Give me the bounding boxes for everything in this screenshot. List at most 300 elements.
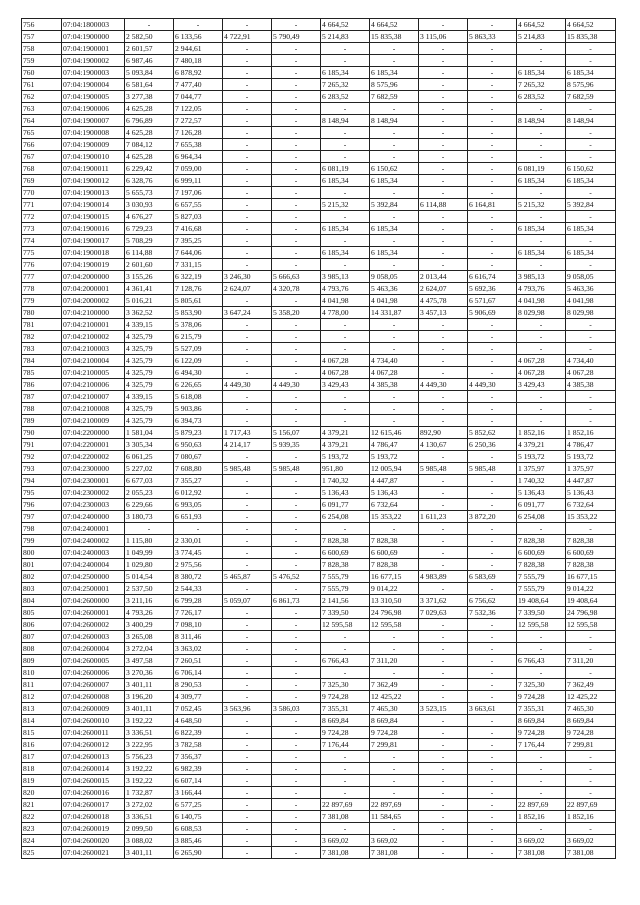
cell-value-7: 7 029,63 <box>419 607 468 619</box>
table-row <box>22 415 616 427</box>
cell-value-8: - <box>468 679 517 691</box>
table-row <box>22 787 616 799</box>
cell-value-5: 5 214,83 <box>321 31 370 43</box>
cell-value-2: 6 982,39 <box>174 763 223 775</box>
cell-value-1: 3 222,95 <box>125 739 174 751</box>
cell-row-number: 818 <box>22 763 62 775</box>
cell-value-1: 1 029,80 <box>125 559 174 571</box>
table-row <box>22 115 616 127</box>
cell-value-5: 22 897,69 <box>321 799 370 811</box>
cell-code: 07:04:1900002 <box>62 55 125 67</box>
cell-value-10: - <box>566 391 616 403</box>
cell-code: 07:04:2200002 <box>62 451 125 463</box>
cell-value-9: 4 067,28 <box>517 355 566 367</box>
cell-row-number: 801 <box>22 559 62 571</box>
cell-code: 07:04:2600001 <box>62 607 125 619</box>
cell-value-4: - <box>272 475 321 487</box>
cell-value-1: 6 229,42 <box>125 163 174 175</box>
cell-value-7: 892,90 <box>419 427 468 439</box>
cell-value-2: 6 878,92 <box>174 67 223 79</box>
cell-value-6: 5 392,84 <box>370 199 419 211</box>
cell-code: 07:04:2600011 <box>62 727 125 739</box>
table-row <box>22 307 616 319</box>
cell-value-9: - <box>517 43 566 55</box>
cell-value-3: 3 246,30 <box>223 271 272 283</box>
cell-value-3: - <box>223 763 272 775</box>
cell-value-5: - <box>321 151 370 163</box>
cell-value-7: - <box>419 547 468 559</box>
cell-value-8: - <box>468 835 517 847</box>
cell-value-6: 8 575,96 <box>370 79 419 91</box>
cell-value-6: - <box>370 55 419 67</box>
table-row <box>22 547 616 559</box>
cell-value-2: 3 363,02 <box>174 643 223 655</box>
cell-value-6: 16 677,15 <box>370 571 419 583</box>
cell-value-8: - <box>468 259 517 271</box>
cell-value-1: 4 625,28 <box>125 127 174 139</box>
cell-value-3: - <box>223 367 272 379</box>
cell-code: 07:04:2600013 <box>62 751 125 763</box>
table-row <box>22 535 616 547</box>
cell-value-2: 7 059,00 <box>174 163 223 175</box>
cell-value-8: - <box>468 619 517 631</box>
cell-row-number: 794 <box>22 475 62 487</box>
cell-value-1: 5 655,73 <box>125 187 174 199</box>
cell-value-9: - <box>517 103 566 115</box>
cell-value-4: 5 666,63 <box>272 271 321 283</box>
cell-value-7: 3 523,15 <box>419 703 468 715</box>
cell-value-10: 8 029,98 <box>566 307 616 319</box>
cell-value-1: 2 055,23 <box>125 487 174 499</box>
cell-value-1: 2 582,50 <box>125 31 174 43</box>
cell-value-4: - <box>272 451 321 463</box>
cell-value-3: - <box>223 175 272 187</box>
table-row <box>22 703 616 715</box>
cell-value-10: - <box>566 751 616 763</box>
cell-value-4: - <box>272 775 321 787</box>
table-row <box>22 31 616 43</box>
cell-value-7: 3 371,62 <box>419 595 468 607</box>
cell-value-6: - <box>370 631 419 643</box>
cell-value-8: 6 250,36 <box>468 439 517 451</box>
cell-code: 07:04:2100000 <box>62 307 125 319</box>
cell-value-6: - <box>370 643 419 655</box>
cell-code: 07:04:2600004 <box>62 643 125 655</box>
cell-value-7: - <box>419 91 468 103</box>
cell-value-3: - <box>223 583 272 595</box>
table-row <box>22 775 616 787</box>
cell-value-4: 5 985,48 <box>272 463 321 475</box>
cell-value-3: - <box>223 403 272 415</box>
cell-row-number: 766 <box>22 139 62 151</box>
cell-value-6: 5 193,72 <box>370 451 419 463</box>
cell-value-4: - <box>272 739 321 751</box>
cell-value-5: 2 141,56 <box>321 595 370 607</box>
table-row <box>22 763 616 775</box>
cell-value-8: - <box>468 127 517 139</box>
cell-value-7: - <box>419 259 468 271</box>
cell-value-3: 3 563,96 <box>223 703 272 715</box>
cell-value-6: - <box>370 319 419 331</box>
cell-value-3: - <box>223 331 272 343</box>
cell-value-4: - <box>272 175 321 187</box>
cell-row-number: 758 <box>22 43 62 55</box>
cell-value-2: 7 128,76 <box>174 283 223 295</box>
cell-value-7: - <box>419 103 468 115</box>
table-row <box>22 643 616 655</box>
cell-value-8: - <box>468 763 517 775</box>
cell-value-6: - <box>370 787 419 799</box>
cell-value-6: - <box>370 103 419 115</box>
cell-value-6: 4 041,98 <box>370 295 419 307</box>
table-body <box>22 19 616 859</box>
cell-value-1: 3 265,08 <box>125 631 174 643</box>
cell-value-9: - <box>517 211 566 223</box>
cell-value-7: - <box>419 499 468 511</box>
cell-value-6: 7 299,81 <box>370 739 419 751</box>
cell-value-2: 6 226,65 <box>174 379 223 391</box>
cell-row-number: 777 <box>22 271 62 283</box>
cell-value-10: 1 852,16 <box>566 427 616 439</box>
cell-value-7: 4 475,78 <box>419 295 468 307</box>
cell-value-10: 9 058,05 <box>566 271 616 283</box>
cell-value-9: 7 828,38 <box>517 535 566 547</box>
cell-value-1: 5 756,23 <box>125 751 174 763</box>
cell-value-8: - <box>468 727 517 739</box>
cell-value-7: - <box>419 451 468 463</box>
cell-value-8: 7 532,36 <box>468 607 517 619</box>
cell-code: 07:04:1800003 <box>62 19 125 31</box>
cell-code: 07:04:1900012 <box>62 175 125 187</box>
cell-value-9: - <box>517 787 566 799</box>
cell-value-1: 6 114,88 <box>125 247 174 259</box>
cell-value-1: 7 084,12 <box>125 139 174 151</box>
cell-value-9: 6 766,43 <box>517 655 566 667</box>
cell-value-2: 5 853,90 <box>174 307 223 319</box>
cell-code: 07:04:2600018 <box>62 811 125 823</box>
cell-value-10: - <box>566 319 616 331</box>
cell-value-1: 3 401,11 <box>125 847 174 859</box>
cell-value-8: 6 616,74 <box>468 271 517 283</box>
cell-value-1: 4 625,28 <box>125 103 174 115</box>
cell-value-10: 8 148,94 <box>566 115 616 127</box>
table-row <box>22 91 616 103</box>
cell-value-8: - <box>468 139 517 151</box>
cell-value-10: 12 425,22 <box>566 691 616 703</box>
cell-value-10: - <box>566 55 616 67</box>
cell-value-9: 7 381,08 <box>517 847 566 859</box>
cell-code: 07:04:2600021 <box>62 847 125 859</box>
cell-row-number: 824 <box>22 835 62 847</box>
cell-value-7: - <box>419 823 468 835</box>
cell-row-number: 800 <box>22 547 62 559</box>
cell-value-7: 5 985,48 <box>419 463 468 475</box>
cell-value-7: 3 457,13 <box>419 307 468 319</box>
cell-value-1: 3 155,26 <box>125 271 174 283</box>
cell-value-9: - <box>517 331 566 343</box>
cell-value-6: 11 584,65 <box>370 811 419 823</box>
cell-value-5: 4 067,28 <box>321 367 370 379</box>
cell-value-3: - <box>223 727 272 739</box>
cell-value-7: - <box>419 151 468 163</box>
cell-value-2: 7 644,06 <box>174 247 223 259</box>
cell-value-1: 1 581,04 <box>125 427 174 439</box>
cell-value-2: 5 879,23 <box>174 427 223 439</box>
cell-value-9: 6 185,34 <box>517 175 566 187</box>
cell-value-7: 2 013,44 <box>419 271 468 283</box>
cell-value-7: - <box>419 415 468 427</box>
table-row <box>22 655 616 667</box>
cell-value-9: 7 339,50 <box>517 607 566 619</box>
cell-value-4: - <box>272 583 321 595</box>
cell-value-2: 5 618,08 <box>174 391 223 403</box>
cell-value-2: 6 999,11 <box>174 175 223 187</box>
cell-value-5: 6 185,34 <box>321 67 370 79</box>
cell-value-5: 9 724,28 <box>321 727 370 739</box>
cell-value-4: 5 358,20 <box>272 307 321 319</box>
cell-value-8: - <box>468 79 517 91</box>
cell-value-4: - <box>272 511 321 523</box>
cell-row-number: 769 <box>22 175 62 187</box>
cell-value-5: 8 148,94 <box>321 115 370 127</box>
cell-value-8: 5 906,69 <box>468 307 517 319</box>
cell-code: 07:04:1900015 <box>62 211 125 223</box>
cell-value-6: 8 669,84 <box>370 715 419 727</box>
cell-value-6: - <box>370 415 419 427</box>
cell-row-number: 774 <box>22 235 62 247</box>
cell-value-8: - <box>468 355 517 367</box>
cell-value-7: - <box>419 403 468 415</box>
cell-value-2: 2 544,33 <box>174 583 223 595</box>
cell-value-1: 3 400,29 <box>125 619 174 631</box>
table-row <box>22 475 616 487</box>
cell-code: 07:04:1900000 <box>62 31 125 43</box>
cell-value-1: 6 328,76 <box>125 175 174 187</box>
cell-value-7: - <box>419 79 468 91</box>
cell-code: 07:04:2300001 <box>62 475 125 487</box>
cell-value-5: 6 081,19 <box>321 163 370 175</box>
cell-value-2: 7 126,28 <box>174 127 223 139</box>
cell-code: 07:04:1900004 <box>62 79 125 91</box>
cell-value-9: - <box>517 139 566 151</box>
cell-value-8: - <box>468 67 517 79</box>
cell-value-8: - <box>468 187 517 199</box>
cell-value-1: 6 987,46 <box>125 55 174 67</box>
cell-value-5: 7 381,08 <box>321 811 370 823</box>
cell-value-2: 4 309,77 <box>174 691 223 703</box>
cell-value-4: - <box>272 763 321 775</box>
cell-value-1: 4 325,79 <box>125 367 174 379</box>
cell-value-8: 6 571,67 <box>468 295 517 307</box>
cell-row-number: 781 <box>22 319 62 331</box>
cell-value-8: - <box>468 43 517 55</box>
cell-value-5: 7 828,38 <box>321 535 370 547</box>
cell-value-3: - <box>223 67 272 79</box>
cell-value-4: 5 939,35 <box>272 439 321 451</box>
cell-value-6: 12 595,58 <box>370 619 419 631</box>
cell-value-4: - <box>272 787 321 799</box>
cell-value-7: - <box>419 127 468 139</box>
cell-value-10: 16 677,15 <box>566 571 616 583</box>
cell-value-6: 5 463,36 <box>370 283 419 295</box>
cell-value-9: 3 669,02 <box>517 835 566 847</box>
cell-value-7: - <box>419 631 468 643</box>
cell-row-number: 797 <box>22 511 62 523</box>
table-row <box>22 379 616 391</box>
cell-value-3: - <box>223 811 272 823</box>
cell-value-8: - <box>468 391 517 403</box>
cell-value-9: 7 176,44 <box>517 739 566 751</box>
table-row <box>22 55 616 67</box>
cell-value-3: - <box>223 679 272 691</box>
cell-value-6: 6 732,64 <box>370 499 419 511</box>
cell-value-1: 4 361,41 <box>125 283 174 295</box>
cell-value-1: 3 196,20 <box>125 691 174 703</box>
cell-value-1: 3 401,11 <box>125 679 174 691</box>
cell-value-9: - <box>517 127 566 139</box>
cell-value-5: 3 429,43 <box>321 379 370 391</box>
cell-code: 07:04:2100003 <box>62 343 125 355</box>
cell-value-6: 7 311,20 <box>370 655 419 667</box>
cell-value-2: 6 657,55 <box>174 199 223 211</box>
cell-value-9: 5 214,83 <box>517 31 566 43</box>
cell-value-1: 5 016,21 <box>125 295 174 307</box>
cell-value-5: 3 985,13 <box>321 271 370 283</box>
cell-value-8: 3 872,20 <box>468 511 517 523</box>
cell-value-6: - <box>370 775 419 787</box>
cell-value-9: - <box>517 343 566 355</box>
cell-value-4: - <box>272 403 321 415</box>
cell-value-5: 6 600,69 <box>321 547 370 559</box>
cell-value-7: - <box>419 787 468 799</box>
cell-value-2: 2 330,01 <box>174 535 223 547</box>
cell-value-10: 7 682,59 <box>566 91 616 103</box>
cell-value-6: - <box>370 43 419 55</box>
cell-value-10: 8 575,96 <box>566 79 616 91</box>
cell-value-9: 9 724,28 <box>517 691 566 703</box>
cell-value-10: 1 852,16 <box>566 811 616 823</box>
table-row <box>22 319 616 331</box>
cell-value-1: 4 339,15 <box>125 391 174 403</box>
cell-value-10: 6 185,34 <box>566 223 616 235</box>
cell-value-4: - <box>272 667 321 679</box>
cell-value-7: 6 114,88 <box>419 199 468 211</box>
cell-value-10: 6 185,34 <box>566 67 616 79</box>
cell-value-6: 5 136,43 <box>370 487 419 499</box>
cell-value-8: - <box>468 799 517 811</box>
cell-value-2: 5 827,03 <box>174 211 223 223</box>
table-row <box>22 691 616 703</box>
cell-value-3: - <box>223 103 272 115</box>
cell-value-2: 7 726,17 <box>174 607 223 619</box>
table-row <box>22 391 616 403</box>
cell-row-number: 795 <box>22 487 62 499</box>
cell-row-number: 771 <box>22 199 62 211</box>
cell-value-6: - <box>370 127 419 139</box>
cell-value-10: - <box>566 403 616 415</box>
cell-value-8: 5 692,36 <box>468 283 517 295</box>
cell-value-8: 5 852,62 <box>468 427 517 439</box>
cell-value-9: 19 408,64 <box>517 595 566 607</box>
cell-row-number: 807 <box>22 631 62 643</box>
cell-value-9: - <box>517 403 566 415</box>
cell-value-7: - <box>419 139 468 151</box>
cell-value-9: - <box>517 823 566 835</box>
cell-value-10: 22 897,69 <box>566 799 616 811</box>
data-table <box>21 18 616 859</box>
cell-value-3: - <box>223 259 272 271</box>
cell-row-number: 823 <box>22 823 62 835</box>
cell-value-4: - <box>272 139 321 151</box>
cell-value-10: 3 669,02 <box>566 835 616 847</box>
cell-code: 07:04:2600008 <box>62 691 125 703</box>
cell-value-7: - <box>419 763 468 775</box>
cell-value-6: 4 067,28 <box>370 367 419 379</box>
cell-value-2: 8 311,46 <box>174 631 223 643</box>
cell-value-3: - <box>223 643 272 655</box>
table-row <box>22 451 616 463</box>
cell-value-5: - <box>321 127 370 139</box>
cell-value-4: - <box>272 691 321 703</box>
cell-value-7: - <box>419 115 468 127</box>
cell-value-9: 7 828,38 <box>517 559 566 571</box>
cell-value-1: 3 362,52 <box>125 307 174 319</box>
cell-value-6: - <box>370 751 419 763</box>
cell-value-2: 7 052,45 <box>174 703 223 715</box>
table-row <box>22 523 616 535</box>
cell-value-8: - <box>468 367 517 379</box>
cell-row-number: 798 <box>22 523 62 535</box>
cell-value-5: 9 724,28 <box>321 691 370 703</box>
table-row <box>22 235 616 247</box>
cell-row-number: 780 <box>22 307 62 319</box>
cell-row-number: 786 <box>22 379 62 391</box>
cell-value-8: - <box>468 655 517 667</box>
cell-code: 07:04:1900005 <box>62 91 125 103</box>
cell-value-8: - <box>468 151 517 163</box>
cell-value-2: 4 648,50 <box>174 715 223 727</box>
cell-value-9: 1 375,97 <box>517 463 566 475</box>
cell-code: 07:04:2400003 <box>62 547 125 559</box>
cell-value-7: - <box>419 343 468 355</box>
cell-value-3: - <box>223 715 272 727</box>
cell-value-4: - <box>272 163 321 175</box>
cell-value-9: 1 740,32 <box>517 475 566 487</box>
cell-code: 07:04:2600015 <box>62 775 125 787</box>
cell-value-3: - <box>223 691 272 703</box>
cell-value-3: - <box>223 355 272 367</box>
cell-value-10: 24 796,98 <box>566 607 616 619</box>
cell-value-3: - <box>223 667 272 679</box>
cell-value-8: 3 663,61 <box>468 703 517 715</box>
cell-value-6: - <box>370 343 419 355</box>
cell-value-3: - <box>223 823 272 835</box>
cell-value-7: - <box>419 679 468 691</box>
cell-value-4: - <box>272 55 321 67</box>
cell-value-10: 4 664,52 <box>566 19 616 31</box>
cell-value-6: 6 185,34 <box>370 223 419 235</box>
cell-value-8: - <box>468 811 517 823</box>
cell-value-4: - <box>272 415 321 427</box>
cell-value-1: 4 325,79 <box>125 343 174 355</box>
cell-row-number: 821 <box>22 799 62 811</box>
cell-value-10: 4 041,98 <box>566 295 616 307</box>
cell-value-8: - <box>468 451 517 463</box>
cell-value-10: - <box>566 331 616 343</box>
cell-value-3: - <box>223 787 272 799</box>
cell-code: 07:04:2300002 <box>62 487 125 499</box>
cell-value-7: - <box>419 43 468 55</box>
